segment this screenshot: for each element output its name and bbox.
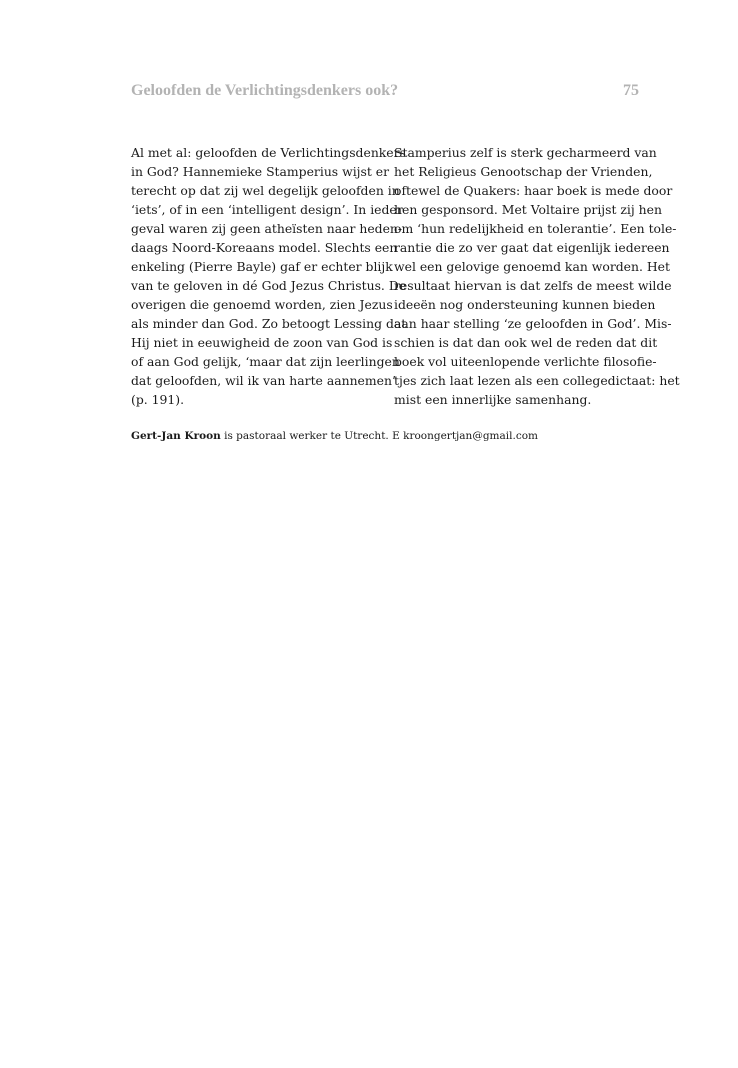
text-line: Hij niet in eeuwigheid de zoon van God is <box>131 335 393 350</box>
text-line: boek vol uiteenlopende verlichte filosofie- <box>394 354 657 369</box>
text-line: enkeling (Pierre Bayle) gaf er echter blijk <box>131 259 393 274</box>
text-line: dat geloofden, wil ik van harte aannemen’ <box>131 373 396 388</box>
text-line: Al met al: geloofden de Verlichtingsdenkers <box>131 145 406 160</box>
text-line: terecht op dat zij wel degelijk geloofden in <box>131 183 400 198</box>
author-note-text: is pastoraal werker te Utrecht. E kroongertjan@gmail.com <box>220 430 538 442</box>
author-name: Gert-Jan Kroon <box>131 430 221 442</box>
text-line: oftewel de Quakers: haar boek is mede door <box>394 183 673 198</box>
text-line: als minder dan God. Zo betoogt Lessing dat <box>131 316 407 331</box>
text-line: daags Noord-Koreaans model. Slechts een <box>131 240 398 255</box>
author-note <box>131 428 651 444</box>
text-line: mist een innerlijke samenhang. <box>394 392 592 407</box>
text-line: overigen die genoemd worden, zien Jezus <box>131 297 393 312</box>
body-text <box>131 143 680 409</box>
text-line: Stamperius zelf is sterk gecharmeerd van <box>394 145 657 160</box>
left-column <box>131 143 407 409</box>
text-line: tjes zich laat lezen als een collegedictaat: het <box>394 373 680 388</box>
text-line: om ‘hun redelijkheid en tolerantie’. Een tole- <box>394 221 677 236</box>
text-line: aan haar stelling ‘ze geloofden in God’. Mis- <box>394 316 672 331</box>
right-column <box>394 143 680 409</box>
text-line: hen gesponsord. Met Voltaire prijst zij hen <box>394 202 662 217</box>
text-line: rantie die zo ver gaat dat eigenlijk iedereen <box>394 240 670 255</box>
text-line: in God? Hannemieke Stamperius wijst er <box>131 164 390 179</box>
text-line: het Religieus Genootschap der Vrienden, <box>394 164 653 179</box>
text-line: geval waren zij geen atheïsten naar heden- <box>131 221 403 236</box>
text-line: ‘iets’, of in een ‘intelligent design’. In ieder <box>131 202 403 217</box>
text-line: of aan God gelijk, ‘maar dat zijn leerlingen <box>131 354 400 369</box>
running-head <box>131 82 639 104</box>
running-head-title: Geloofden de Verlichtingsdenkers ook? <box>131 82 399 99</box>
text-line: wel een gelovige genoemd kan worden. Het <box>394 259 670 274</box>
text-line: resultaat hiervan is dat zelfs de meest wilde <box>394 278 672 293</box>
text-line: schien is dat dan ook wel de reden dat dit <box>394 335 658 350</box>
text-line: (p. 191). <box>131 392 185 407</box>
text-line: van te geloven in dé God Jezus Christus. De <box>131 278 407 293</box>
text-line: ideeën nog ondersteuning kunnen bieden <box>394 297 656 312</box>
page-number: 75 <box>623 82 639 99</box>
